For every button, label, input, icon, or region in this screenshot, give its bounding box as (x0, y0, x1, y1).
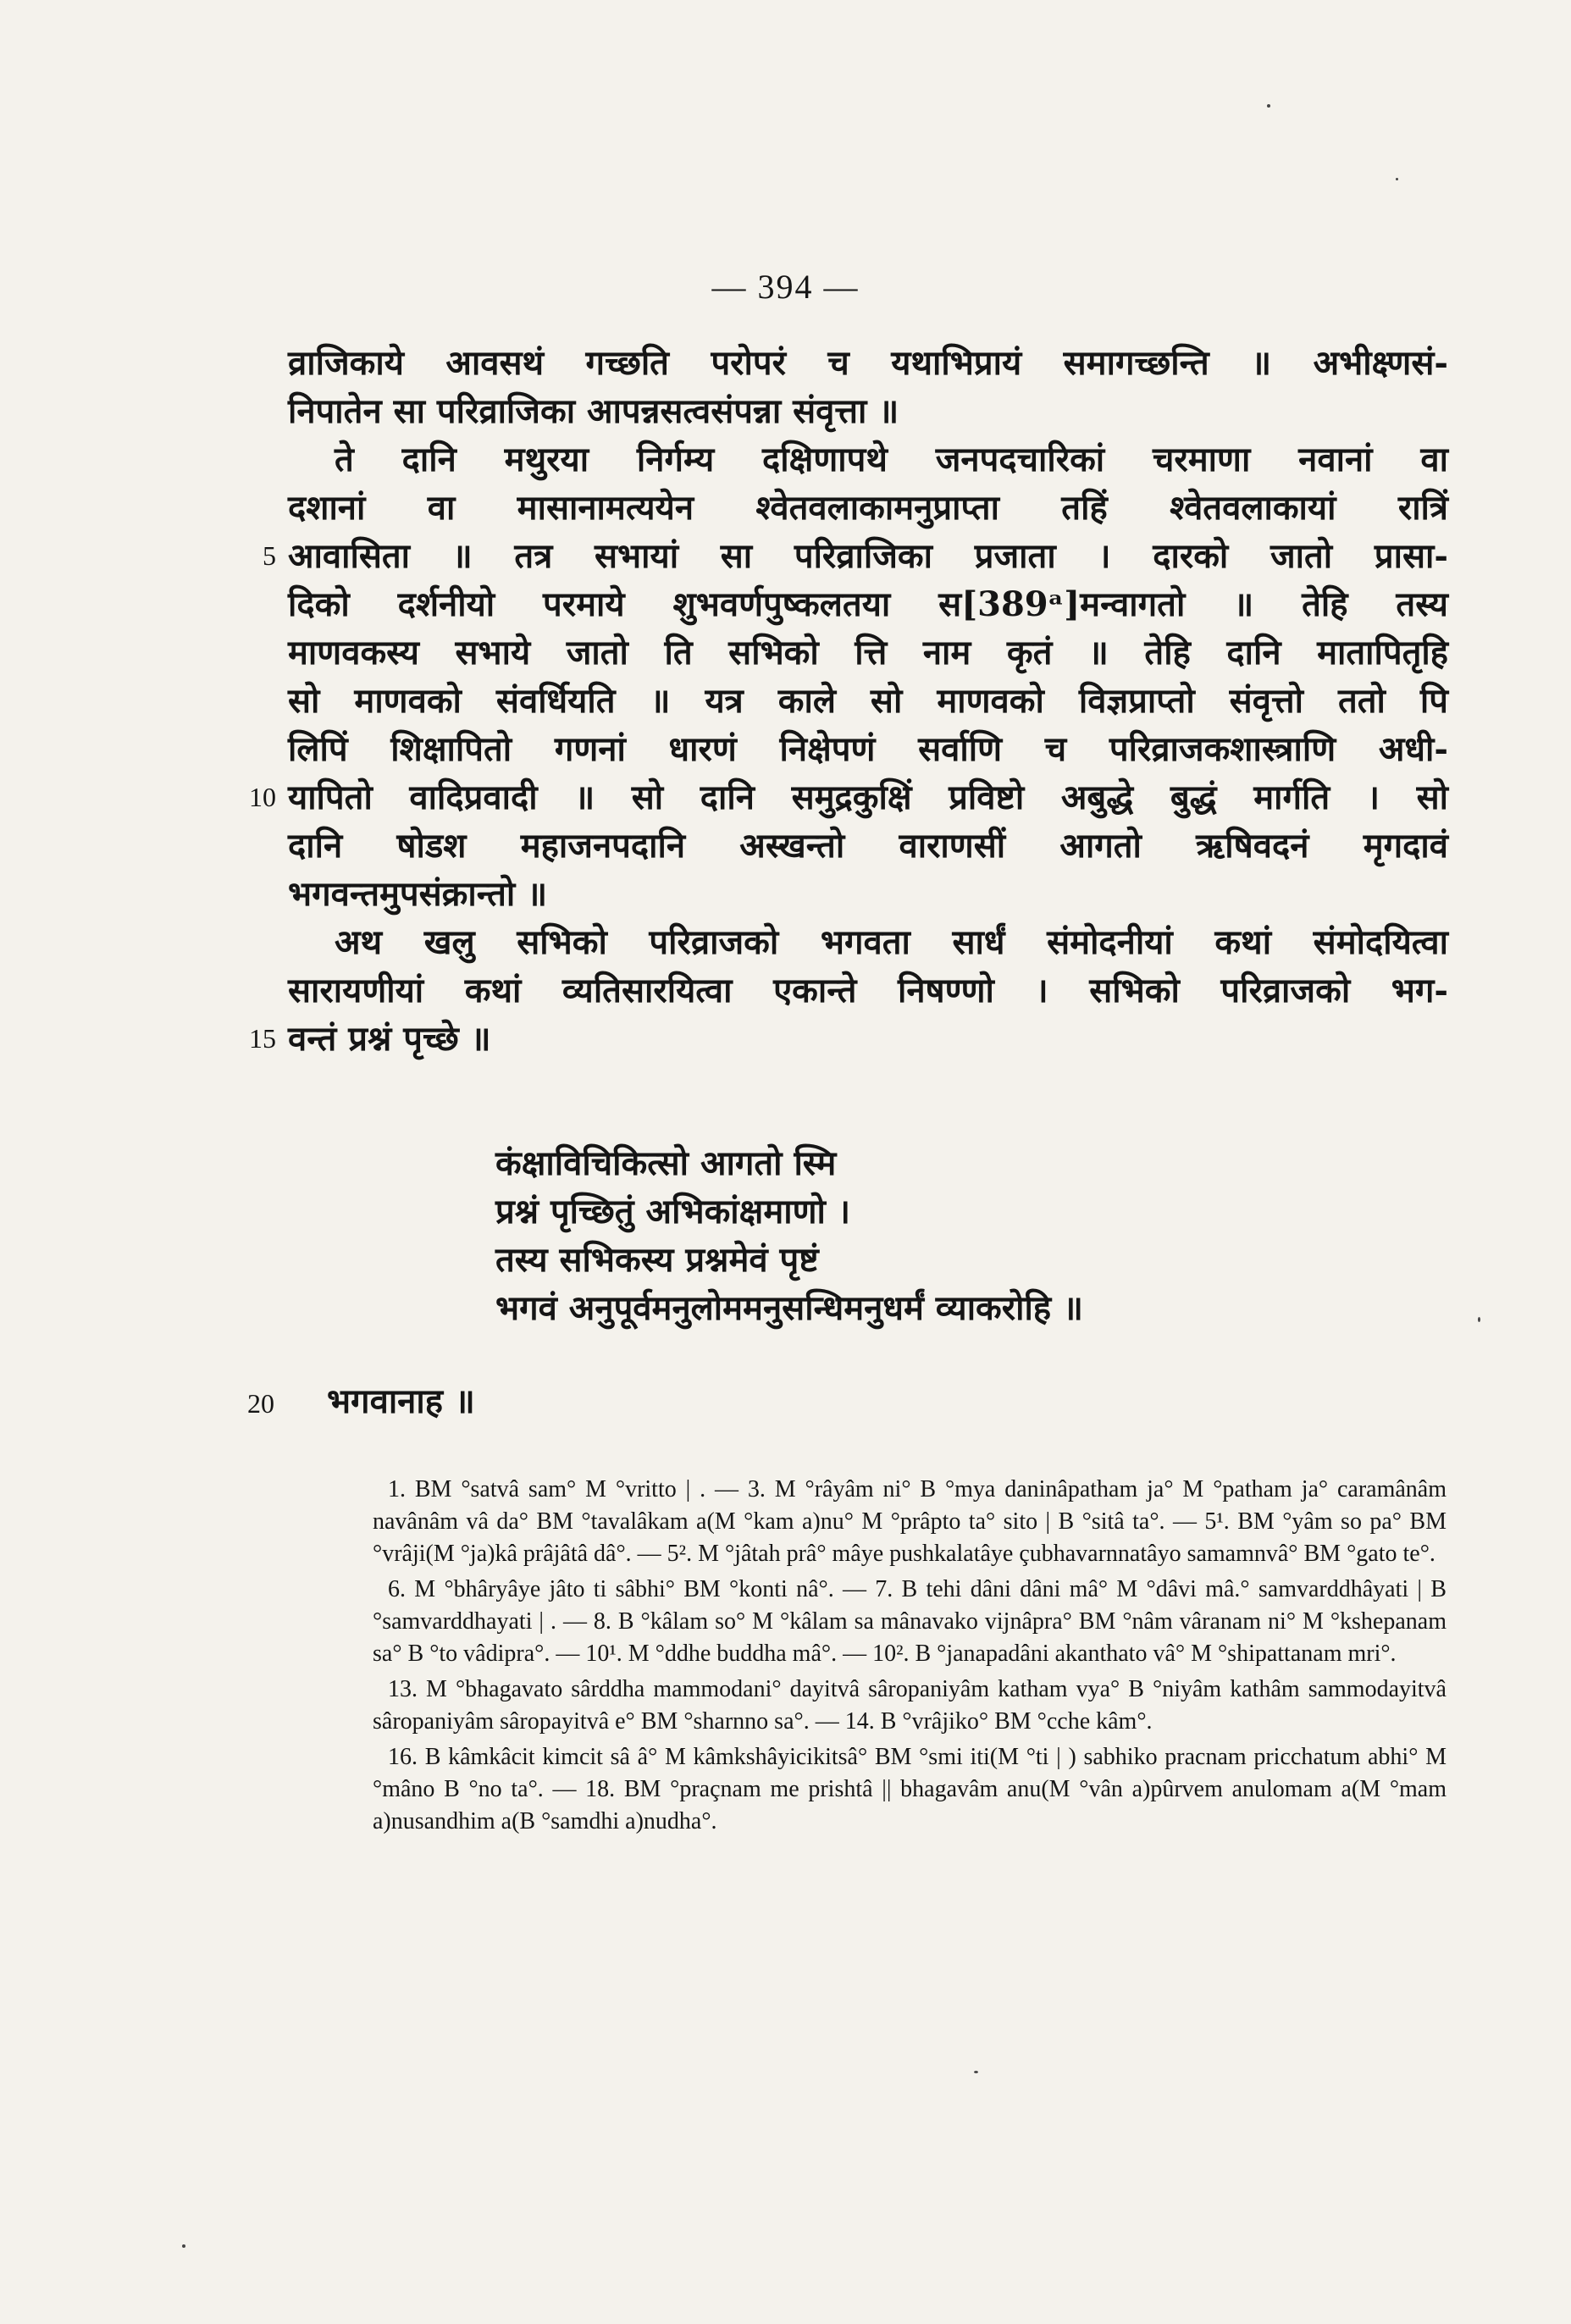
line-number: 10 (249, 782, 276, 812)
line-text: लिपिं शिक्षापितो गणनां धारणं निक्षेपणं सर्वाणि च परिव्राजकशास्त्राणि अधी- (288, 729, 1448, 769)
main-text (249, 339, 1448, 1063)
closing-line (247, 1376, 475, 1423)
line-text: ते दानि मथुरया निर्गम्य दक्षिणापथे जनपदचारिकां चरमाणा नवानां वा (335, 440, 1448, 479)
line-number: 20 (247, 1388, 274, 1419)
line-number: 5 (263, 540, 276, 571)
text-line (288, 822, 1448, 870)
line-number: 15 (249, 1023, 276, 1054)
footnotes (373, 1474, 1447, 1841)
footnote-paragraph: 16. B kâmkâcit kimcit sâ â° M kâmkshâyicikitsâ° BM °smi iti(M °ti | ) sabhiko pracnam pricchatum abhi° M °mâno B °no ta°. — 18. BM °praçnam me prishtâ || bhagavâm anu(M °vân a)pûrvem anulomam a(M °mam a)nusandhim a(B °samdhi a)nudha°. (373, 1744, 1447, 1834)
text-line (288, 580, 1448, 628)
line-text: दिको दर्शनीयो परमाये शुभवर्णपुष्कलतया स[389ᵃ]मन्वागतो ॥ तेहि तस्य (288, 584, 1448, 624)
line-text: आवासिता ॥ तत्र सभायां सा परिव्राजिका प्रजाता । दारको जातो प्रासा- (288, 536, 1448, 576)
text-line (288, 966, 1448, 1015)
text-line (288, 339, 1448, 387)
verse-line: प्रश्नं पृच्छितुं अभिकांक्षमाणो । (495, 1192, 850, 1231)
page-number: — 394 — (711, 268, 860, 306)
text-line (263, 532, 1448, 580)
closing-text: भगवानाह ॥ (326, 1381, 475, 1421)
line-text: अथ खलु सभिको परिव्राजको भगवता सार्धं संमोदनीयां कथां संमोदयित्वा (335, 922, 1448, 962)
scan-speck (1267, 104, 1270, 108)
text-line (288, 918, 1448, 966)
text-line (288, 435, 1448, 484)
scan-speck (974, 2071, 978, 2073)
scan-speck (1478, 1317, 1480, 1322)
text-line (288, 387, 1448, 435)
line-text: दशानां वा मासानामत्ययेन श्वेतवलाकामनुप्राप्ता तहिं श्वेतवलाकायां रात्रिं (288, 488, 1448, 528)
verse-line: तस्य सभिकस्य प्रश्नमेवं पृष्टं (495, 1240, 819, 1280)
footnote-paragraph: 1. BM °satvâ sam° M °vritto | . — 3. M °râyâm ni° B °mya daninâpatham ja° M °patham ja° caramânâm navânâm vâ da° BM °tavalâkam a(M °kam a)nu° M °prâpto ta° sito | B °sitâ ta°. — 5¹. BM °yâm so pa° BM °vrâji(M °ja)kâ prâjâtâ dâ°. — 5². M °jâtah prâ° mâye pushkalatâye çubhavarnnatâyo samamnvâ° BM °gato te°. (373, 1476, 1447, 1567)
line-text: सारायणीयां कथां व्यतिसारयित्वा एकान्ते निषण्णो । सभिको परिव्राजको भग- (288, 971, 1448, 1010)
verse-line: कंक्षाविचिकित्सो आगतो स्मि (495, 1143, 837, 1183)
footnote-paragraph: 6. M °bhâryâye jâto ti sâbhi° BM °konti nâ°. — 7. B tehi dâni dâni mâ° M °dâvi mâ.° samvarddhâyati | B °samvarddhayati | . — 8. B °kâlam so° M °kâlam sa mânavako vijnâpra° BM °nâm vâranam ni° M °kshepanam sa° B °to vâdipra°. — 10¹. M °ddhe buddha mâ°. — 10². B °janapadâni akanthato vâ° M °shipattanam mri°. (373, 1576, 1447, 1667)
scan-speck (182, 2244, 185, 2248)
scan-speck (1396, 178, 1398, 180)
text-line (249, 1015, 1448, 1063)
text-line (249, 773, 1448, 822)
verse-block (495, 1139, 1083, 1332)
footnote-paragraph: 13. M °bhagavato sârddha mammodani° dayitvâ sâropaniyâm katham vya° B °niyâm kathâm sammodayitvâ sâropaniyâm sâropayitvâ e° BM °sharnno sa°. — 14. B °vrâjiko° BM °cche kâm°. (373, 1676, 1447, 1735)
line-text: सो माणवको संवर्धियति ॥ यत्र काले सो माणवको विज्ञप्राप्तो संवृत्तो ततो पि (288, 681, 1448, 721)
line-text: वन्तं प्रश्नं पृच्छे ॥ (288, 1019, 491, 1059)
line-text: भगवन्तमुपसंक्रान्तो ॥ (288, 874, 548, 914)
line-text: यापितो वादिप्रवादी ॥ सो दानि समुद्रकुक्षिं प्रविष्टो अबुद्धे बुद्धं मार्गति । सो (288, 777, 1448, 817)
text-line (288, 677, 1448, 725)
line-text: माणवकस्य सभाये जातो ति सभिको त्ति नाम कृतं ॥ तेहि दानि मातापितृहि (288, 633, 1448, 672)
text-line (288, 484, 1448, 532)
verse-line: भगवं अनुपूर्वमनुलोममनुसन्धिमनुधर्मं व्याकरोहि ॥ (495, 1288, 1083, 1328)
line-text: व्राजिकाये आवसथं गच्छति परोपरं च यथाभिप्रायं समागच्छन्ति ॥ अभीक्ष्णसं- (288, 343, 1448, 383)
line-text: दानि षोडश महाजनपदानि अस्खन्तो वाराणसीं आगतो ऋषिवदनं मृगदावं (288, 826, 1448, 866)
text-line (288, 628, 1448, 677)
line-text: निपातेन सा परिव्राजिका आपन्नसत्वसंपन्ना संवृत्ता ॥ (288, 391, 899, 431)
text-line (288, 725, 1448, 773)
text-line (288, 870, 1448, 918)
